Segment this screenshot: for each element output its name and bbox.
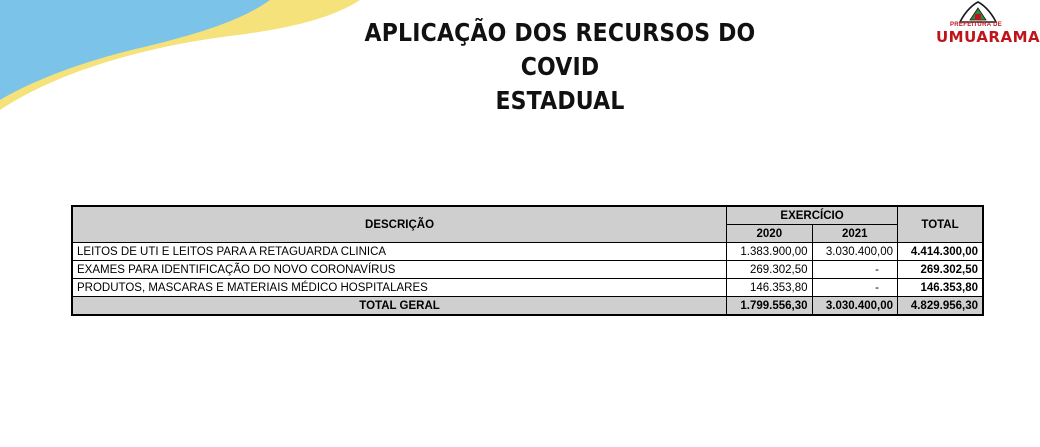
corner-decoration — [0, 0, 360, 110]
logo-name: UMUARAMA — [936, 28, 1040, 46]
prefeitura-logo — [930, 0, 1040, 48]
header-2020: 2020 — [727, 225, 812, 243]
total-2020-value: 1.799.556,30 — [727, 297, 812, 316]
page-title — [331, 16, 789, 118]
total-2021-value: 3.030.400,00 — [812, 297, 897, 316]
header-description: DESCRIÇÃO — [72, 206, 727, 243]
row-description: PRODUTOS, MASCARAS E MATERIAIS MÉDICO HOSPITALARES — [72, 279, 727, 297]
row-2021-value: - — [812, 279, 897, 297]
logo-small-text: PREFEITURA DE — [950, 22, 1003, 28]
table-row — [72, 279, 983, 297]
row-2021-value: 3.030.400,00 — [812, 243, 897, 261]
title-line-1: APLICAÇÃO DOS RECURSOS DO COVID — [364, 18, 756, 81]
table-row — [72, 261, 983, 279]
header-2021: 2021 — [812, 225, 897, 243]
row-2020-value: 269.302,50 — [727, 261, 812, 279]
row-2021-value: - — [812, 261, 897, 279]
crest-icon — [956, 0, 1000, 24]
row-2020-value: 1.383.900,00 — [727, 243, 812, 261]
row-total-value: 269.302,50 — [898, 261, 983, 279]
header-total: TOTAL — [898, 206, 983, 243]
title-line-2: ESTADUAL — [495, 86, 625, 115]
total-grand-value: 4.829.956,30 — [898, 297, 983, 316]
row-2020-value: 146.353,80 — [727, 279, 812, 297]
row-total-value: 4.414.300,00 — [898, 243, 983, 261]
header-exercicio: EXERCÍCIO — [727, 206, 898, 225]
covid-resources-table — [71, 205, 984, 316]
row-description: EXAMES PARA IDENTIFICAÇÃO DO NOVO CORONAVÍRUS — [72, 261, 727, 279]
table-total-row — [72, 297, 983, 316]
row-description: LEITOS DE UTI E LEITOS PARA A RETAGUARDA CLINICA — [72, 243, 727, 261]
row-total-value: 146.353,80 — [898, 279, 983, 297]
total-label: TOTAL GERAL — [72, 297, 727, 316]
table-header-row — [72, 206, 983, 225]
table-row — [72, 243, 983, 261]
